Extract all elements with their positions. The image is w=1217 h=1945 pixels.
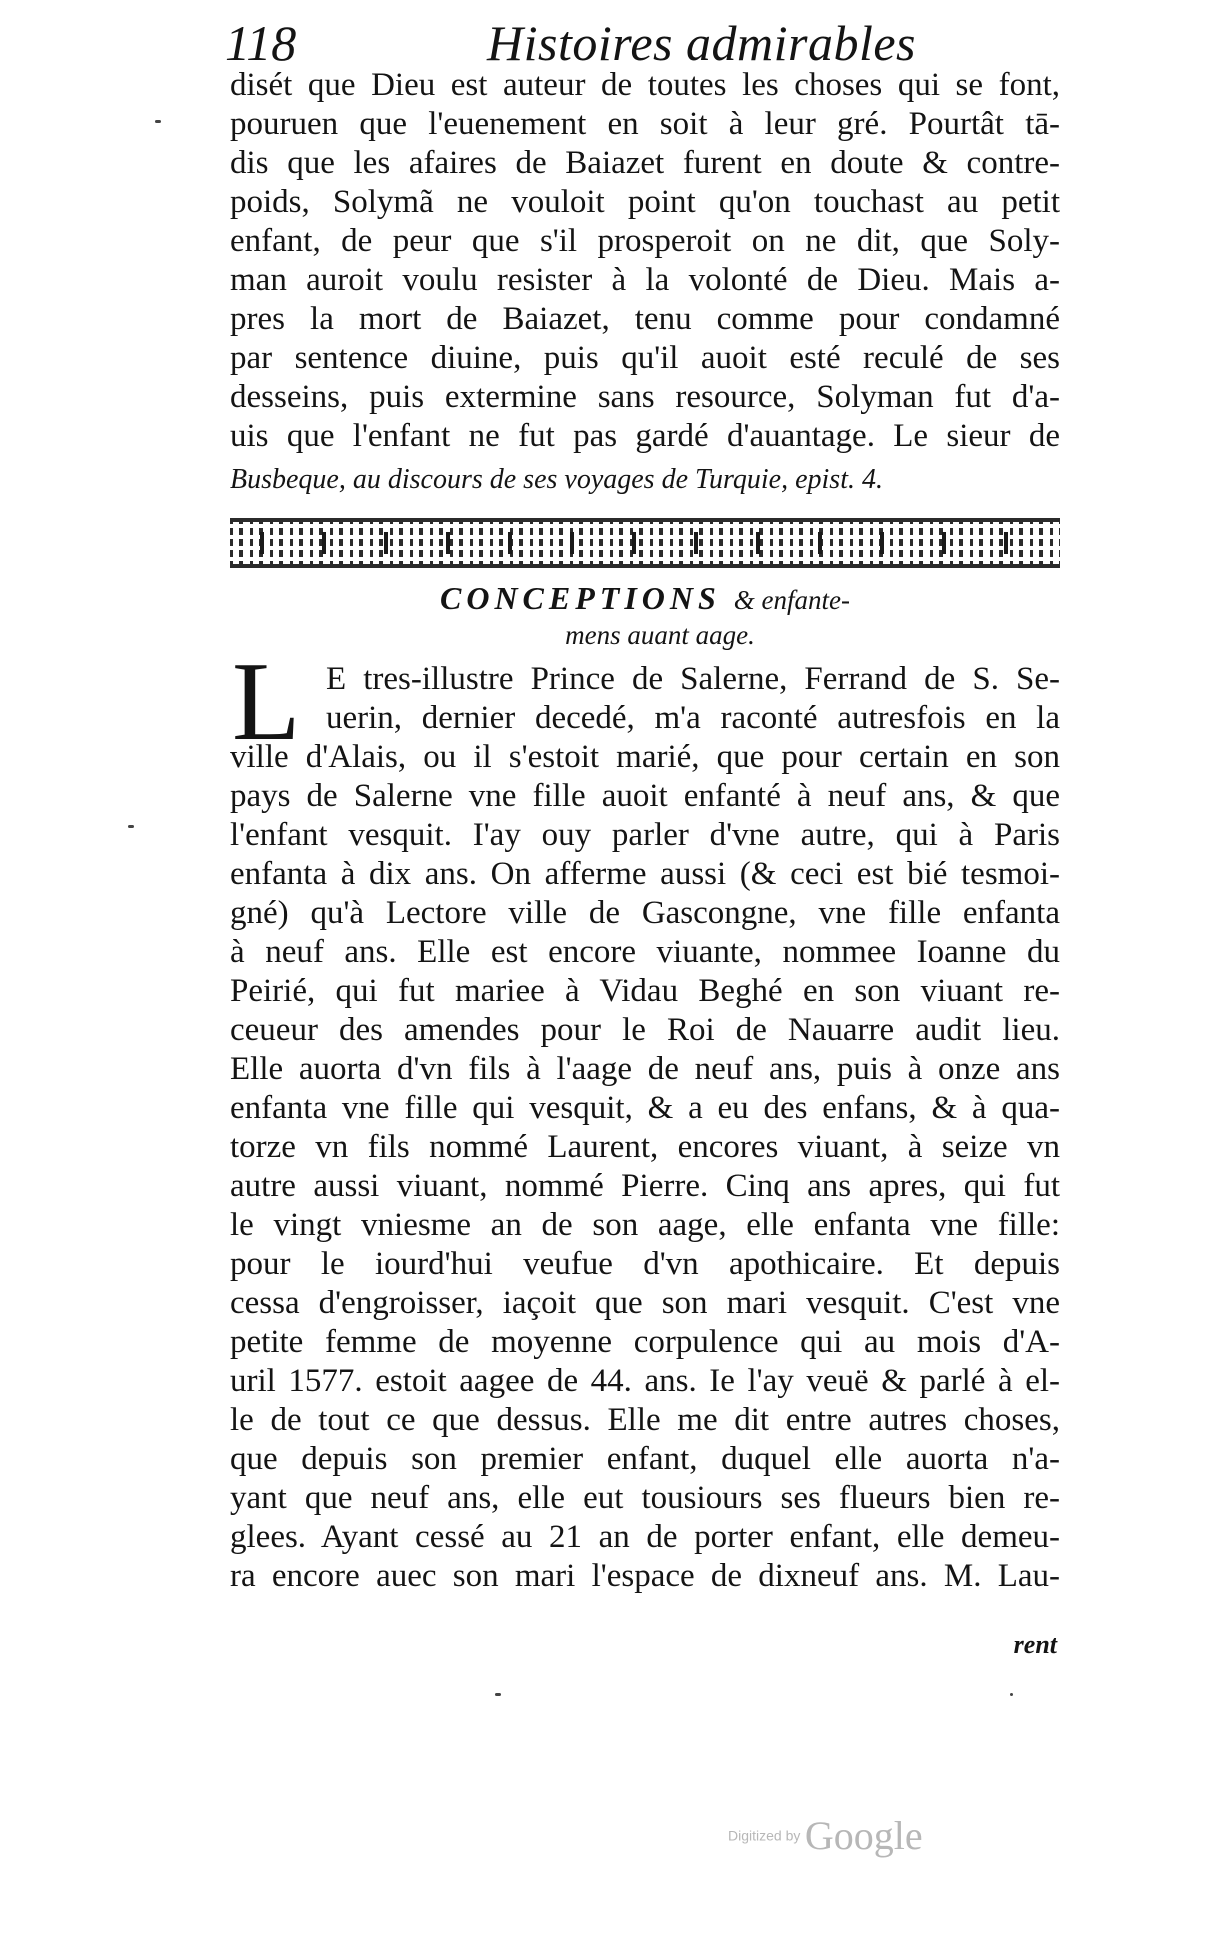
text-line: pays de Salerne vne fille auoit enfanté à neuf ans, & que	[230, 778, 1060, 814]
text-line: desseins, puis extermine sans resource, Solyman fut d'a-	[230, 379, 1060, 415]
text-line: E tres-illustre Prince de Salerne, Ferrand de S. Se-	[326, 661, 1060, 697]
text-line: pour le iourd'hui veufue d'vn apothicaire. Et depuis	[230, 1246, 1060, 1282]
text-line: petite femme de moyenne corpulence qui au mois d'A-	[230, 1324, 1060, 1360]
text-line: torze vn fils nommé Laurent, encores viuant, à seize vn	[230, 1129, 1060, 1165]
citation	[230, 460, 1060, 499]
main-paragraph	[230, 738, 1060, 1596]
ornament-pattern	[230, 532, 1060, 554]
text-line: que depuis son premier enfant, duquel elle auorta n'a-	[230, 1441, 1060, 1477]
text-line: autre aussi viuant, nommé Pierre. Cinq ans apres, qui fut	[230, 1168, 1060, 1204]
watermark-prefix: Digitized by	[728, 1827, 801, 1844]
text-line: pouruen que l'euenement en soit à leur gré. Pourtât tā-	[230, 106, 1060, 142]
drop-cap-initial: L	[232, 640, 301, 764]
text-line: enfant, de peur que s'il prosperoit on ne dit, que Soly-	[230, 223, 1060, 259]
text-line: man auroit voulu resister à la volonté de Dieu. Mais a-	[230, 262, 1060, 298]
text-line: uril 1577. estoit aagee de 44. ans. Ie l'ay veuë & parlé à el-	[230, 1363, 1060, 1399]
main-paragraph-opening	[326, 660, 1060, 738]
catchword: rent	[1013, 1630, 1057, 1659]
text-line: l'enfant vesquit. I'ay ouy parler d'vne autre, qui à Paris	[230, 817, 1060, 853]
text-line: ra encore auec son mari l'espace de dixneuf ans. M. Lau-	[230, 1558, 1060, 1594]
text-line: ceueur des amendes pour le Roi de Nauarre audit lieu.	[230, 1012, 1060, 1048]
text-line: enfanta à dix ans. On afferme aussi (& ceci est bié tesmoi-	[230, 856, 1060, 892]
text-line: Elle auorta d'vn fils à l'aage de neuf ans, puis à onze ans	[230, 1051, 1060, 1087]
page-number: 118	[225, 15, 297, 71]
running-title: Histoires admirables	[487, 15, 916, 71]
text-line: enfanta vne fille qui vesquit, & a eu des enfans, & à qua-	[230, 1090, 1060, 1126]
top-paragraph	[230, 66, 1060, 456]
section-title-tail: & enfante-	[733, 585, 851, 615]
text-line: cessa d'engroisser, iaçoit que son mari vesquit. C'est vne	[230, 1285, 1060, 1321]
text-line: Peirié, qui fut mariee à Vidau Beghé en son viuant re-	[230, 973, 1060, 1009]
text-line: uis que l'enfant ne fut pas gardé d'auantage. Le sieur de	[230, 418, 1060, 454]
watermark-brand: Google	[804, 1813, 923, 1858]
text-line: dis que les afaires de Baiazet furent en doute & contre-	[230, 145, 1060, 181]
text-line: par sentence diuine, puis qu'il auoit esté reculé de ses	[230, 340, 1060, 376]
text-line: le vingt vniesme an de son aage, elle enfanta vne fille:	[230, 1207, 1060, 1243]
text-line: uerin, dernier decedé, m'a raconté autresfois en la	[326, 700, 1060, 736]
text-line: ville d'Alais, ou il s'estoit marié, que pour certain en son	[230, 739, 1060, 775]
text-line: glees. Ayant cessé au 21 an de porter enfant, elle demeu-	[230, 1519, 1060, 1555]
text-line: le de tout ce que dessus. Elle me dit entre autres choses,	[230, 1402, 1060, 1438]
text-line: à neuf ans. Elle est encore viuante, nommee Ioanne du	[230, 934, 1060, 970]
print-speck	[1010, 1693, 1013, 1696]
print-speck	[495, 1693, 501, 1696]
text-line: poids, Solymã ne vouloit point qu'on touchast au petit	[230, 184, 1060, 220]
print-speck	[155, 120, 161, 123]
text-line: disét que Dieu est auteur de toutes les choses qui se font,	[230, 67, 1060, 103]
text-line: yant que neuf ans, elle eut tousiours ses flueurs bien re-	[230, 1480, 1060, 1516]
section-title	[230, 580, 1060, 617]
print-speck	[128, 825, 134, 828]
text-line: gné) qu'à Lectore ville de Gascongne, vne fille enfanta	[230, 895, 1060, 931]
citation-text: Busbeque, au discours de ses voyages de Turquie, epist. 4.	[230, 464, 883, 495]
section-title-continued: mens auant aage.	[565, 620, 755, 650]
text-line: pres la mort de Baiazet, tenu comme pour condamné	[230, 301, 1060, 337]
digitized-watermark	[728, 1812, 923, 1859]
section-title-main: CONCEPTIONS	[439, 580, 721, 616]
